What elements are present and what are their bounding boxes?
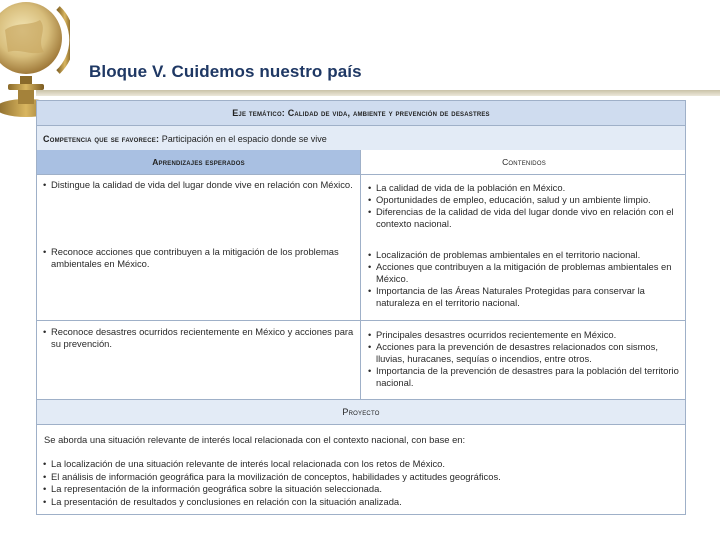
aprendizaje-item: • Reconoce desastres ocurridos recientemente en México y acciones para su prevención. [43,326,355,350]
proyecto-label: Proyecto [342,407,380,417]
contenido-item: • Principales desastres ocurridos recientemente en México. [368,329,680,341]
aprendizaje-1 [43,179,355,191]
contenido-item: • La calidad de vida de la población en México. [368,182,680,194]
contenidos-3 [368,329,680,389]
curriculum-table [36,100,686,515]
competencia-label: Competencia que se favorece: [43,134,160,144]
proyecto-item: • La presentación de resultados y conclusiones en relación con la situación analizada. [43,496,679,509]
aprendizaje-3 [43,326,355,350]
proyecto-list [43,458,679,508]
column-divider [360,150,361,400]
contenido-item: • Oportunidades de empleo, educación, salud y un ambiente limpio. [368,194,680,206]
competencia-value: Participación en el espacio donde se vive [161,134,327,144]
proyecto-item: • La localización de una situación relevante de interés local relacionada con los retos de México. [43,458,679,471]
aprendizaje-2 [43,246,355,270]
proyecto-item: • El análisis de información geográfica para la movilización de conceptos, habilidades y actitudes geográficos. [43,471,679,484]
col-header-contenidos: Contenidos [361,150,686,174]
contenido-item: • Localización de problemas ambientales en el territorio nacional. [368,249,680,261]
contenido-item: • Acciones que contribuyen a la mitigación de problemas ambientales en México. [368,261,680,285]
proyecto-header [37,399,685,425]
proyecto-item: • La representación de la información geográfica sobre la situación seleccionada. [43,483,679,496]
contenidos-2 [368,249,680,309]
proyecto-intro: Se aborda una situación relevante de interés local relacionada con el contexto nacional, con base en: [44,434,466,445]
row-divider [37,320,685,321]
contenido-item: • Acciones para la prevención de desastres relacionados con sismos, lluvias, huracanes, sequías o incendios, entre otros. [368,341,680,365]
contenido-item: • Importancia de la prevención de desastres para la población del territorio nacional. [368,365,680,389]
aprendizaje-item: • Reconoce acciones que contribuyen a la mitigación de los problemas ambientales en México. [43,246,355,270]
col-header-aprendizajes: Aprendizajes esperados [37,150,360,174]
eje-tematico-header [37,101,685,126]
title-divider [36,90,720,96]
contenido-item: • Importancia de las Áreas Naturales Protegidas para conservar la naturaleza en el territorio nacional. [368,285,680,309]
column-header-row [37,150,685,175]
aprendizaje-item: • Distingue la calidad de vida del lugar donde vive en relación con México. [43,179,355,191]
eje-tematico-text: Eje temático: Calidad de vida, ambiente y prevención de desastres [232,108,490,118]
slide-title: Bloque V. Cuidemos nuestro país [89,62,362,81]
contenidos-1 [368,182,680,230]
contenido-item: • Diferencias de la calidad de vida del lugar donde vivo en relación con el contexto nacional. [368,206,680,230]
competencia-row [37,126,685,151]
